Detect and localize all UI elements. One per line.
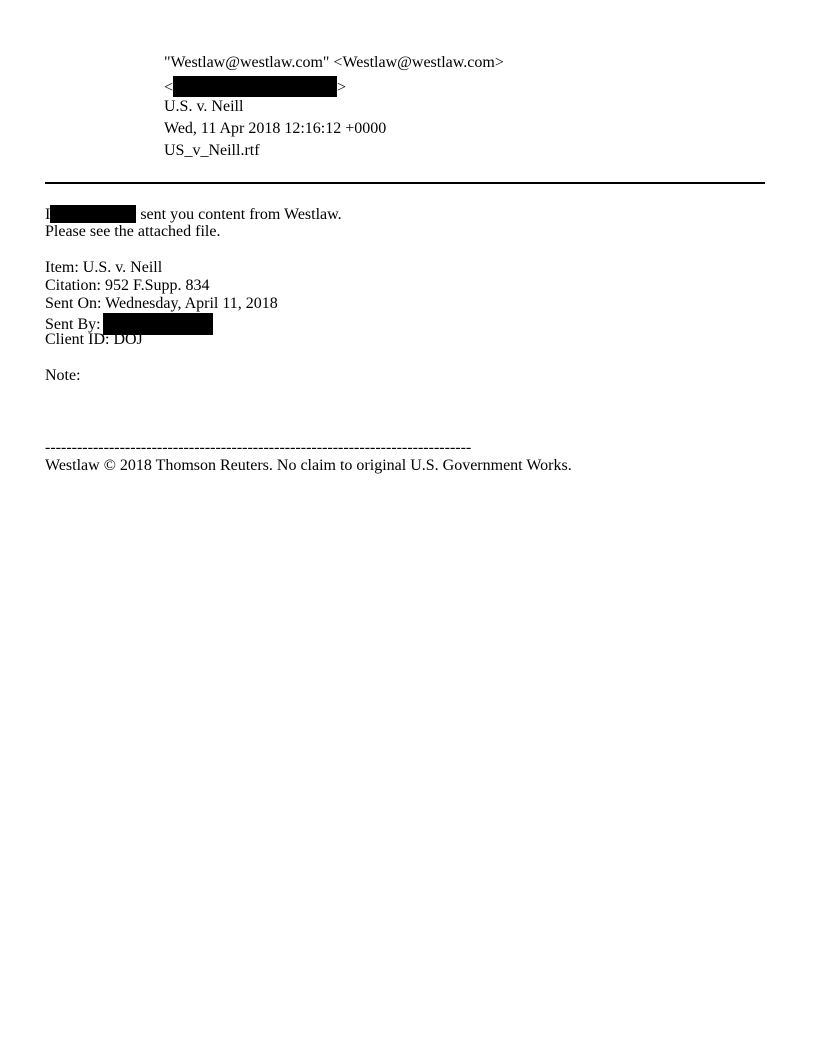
copyright-footer: Westlaw © 2018 Thomson Reuters. No claim to original U.S. Government Works. xyxy=(45,457,572,474)
body-line-attached: Please see the attached file. xyxy=(45,223,221,240)
header-divider xyxy=(45,182,765,184)
to-value xyxy=(164,76,346,97)
attachments-value: US_v_Neill.rtf xyxy=(164,142,260,159)
sent-by-line xyxy=(45,313,765,331)
note-line: Note: xyxy=(45,367,81,384)
sender-message: sent you content from Westlaw. xyxy=(136,206,342,223)
client-id-line: Client ID: DOJ xyxy=(45,331,143,348)
sent-by-label: Sent By: xyxy=(45,316,101,333)
sent-on-line: Sent On: Wednesday, April 11, 2018 xyxy=(45,295,278,312)
to-open-bracket: < xyxy=(164,79,174,96)
redaction-box xyxy=(173,76,337,97)
body-line-sender xyxy=(45,205,765,223)
footer-separator: -------------------------------------------------------------------------------- xyxy=(45,439,472,456)
to-close-bracket: > xyxy=(337,79,347,96)
subject-value: U.S. v. Neill xyxy=(164,98,244,115)
item-line: Item: U.S. v. Neill xyxy=(45,259,163,276)
date-value: Wed, 11 Apr 2018 12:16:12 +0000 xyxy=(164,120,387,137)
email-body xyxy=(45,205,765,475)
citation-line: Citation: 952 F.Supp. 834 xyxy=(45,277,210,294)
from-value: "Westlaw@westlaw.com" <Westlaw@westlaw.com> xyxy=(164,54,504,71)
redaction-box xyxy=(50,205,136,223)
sender-initial: I xyxy=(45,206,51,223)
